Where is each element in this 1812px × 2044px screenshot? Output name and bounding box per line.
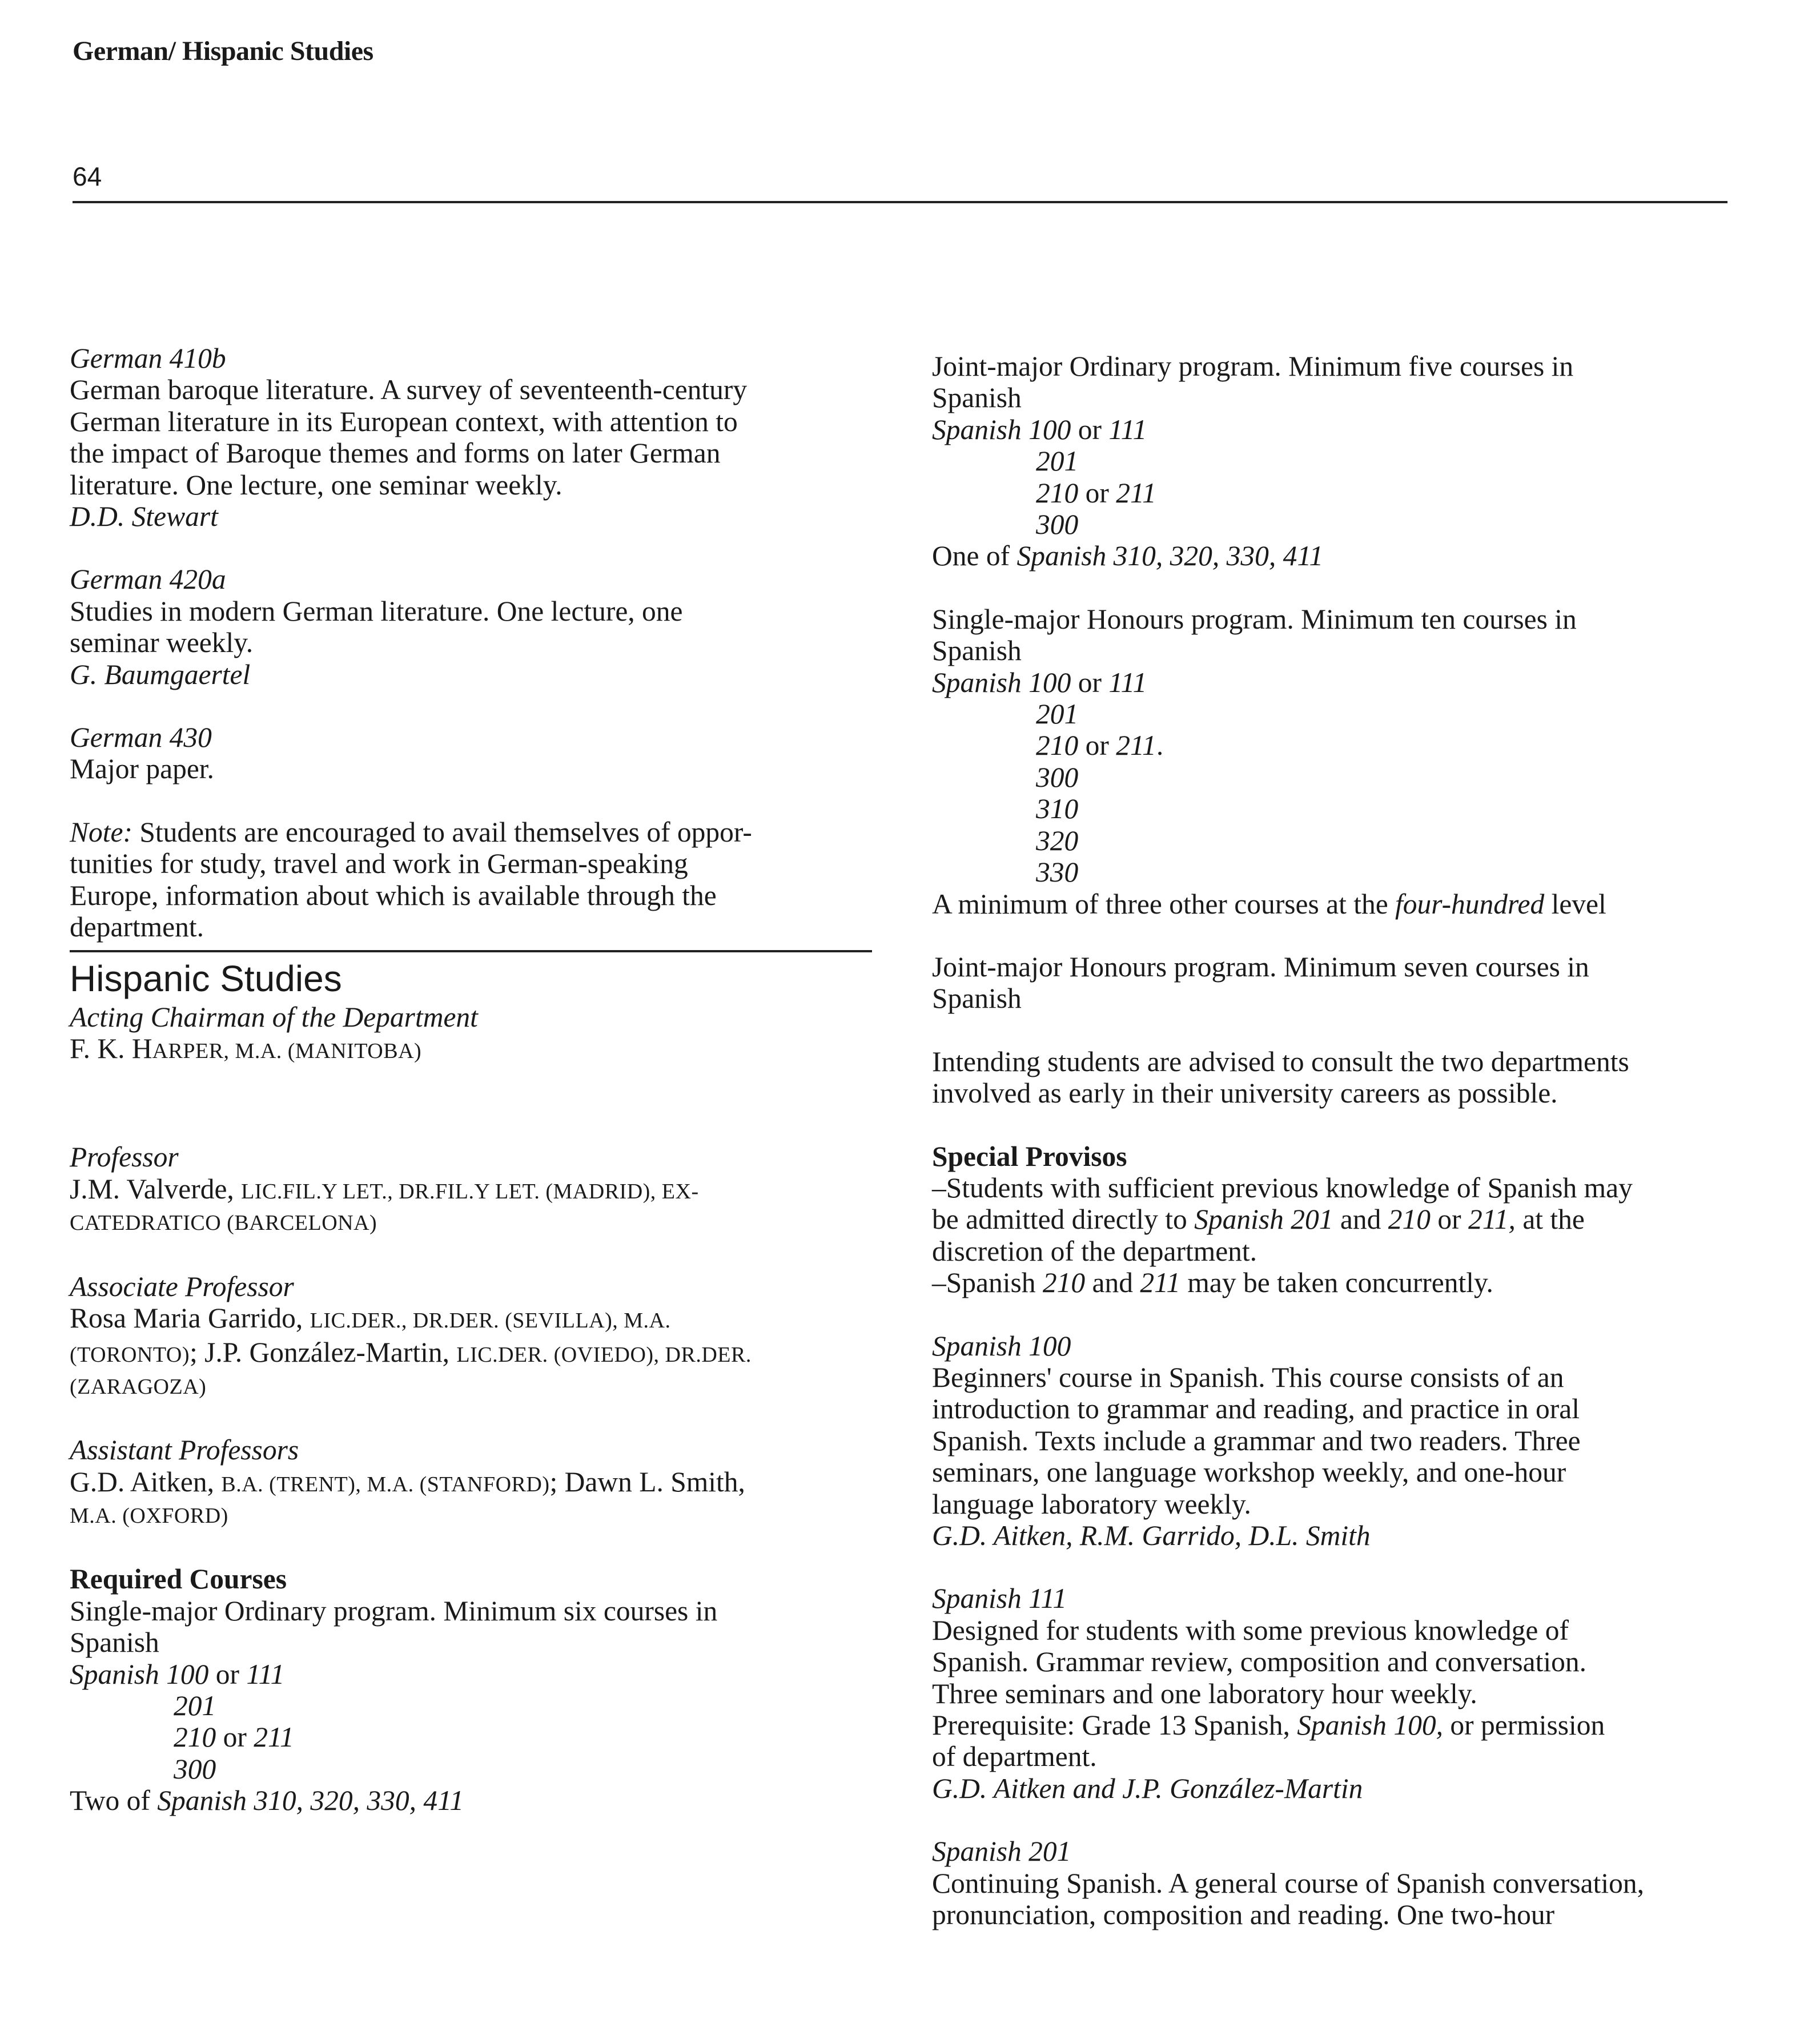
connector: and	[1085, 1267, 1140, 1299]
course-ref: Spanish 100	[70, 1658, 209, 1690]
course-ref: 210	[1036, 477, 1079, 509]
course-title: German 430	[70, 722, 212, 754]
connector: or	[1071, 413, 1109, 445]
course-req: 310	[1036, 793, 1079, 825]
page-number: 64	[73, 162, 102, 191]
professor	[70, 1141, 881, 1239]
course-ref: 210	[174, 1721, 216, 1753]
connector: A minimum of three other courses at the	[932, 888, 1396, 920]
faculty-name	[70, 1173, 881, 1208]
course-req	[932, 730, 1771, 761]
role-title: Professor	[70, 1141, 179, 1173]
faculty-name	[70, 1302, 881, 1337]
note-text: Students are encouraged to avail themselves of oppor-	[132, 816, 752, 848]
course-ref: Spanish 100	[932, 666, 1071, 698]
connector: or permission	[1443, 1709, 1605, 1741]
joint-major-honours	[932, 951, 1771, 1015]
section-title: Hispanic Studies	[70, 957, 342, 999]
course-title: Spanish 100	[932, 1330, 1071, 1362]
program-line: Joint-major Ordinary program. Minimum five courses in	[932, 351, 1574, 382]
name-text: Rosa Maria Garrido,	[70, 1302, 310, 1334]
course-german-430	[70, 722, 881, 785]
course-line: pronunciation, composition and reading. One two-hour	[932, 1899, 1555, 1931]
connector: or	[1078, 477, 1116, 509]
connector: or	[208, 1658, 247, 1690]
connector: Two of	[70, 1785, 158, 1817]
course-line: language laboratory weekly.	[932, 1488, 1251, 1520]
course-req: 201	[174, 1690, 216, 1721]
name-text: F. K. H	[70, 1032, 152, 1064]
course-ref: 211,	[1468, 1204, 1516, 1236]
connector: or	[1431, 1204, 1468, 1236]
joint-major-ordinary	[932, 351, 1771, 572]
course-ref: 111	[1108, 666, 1147, 698]
course-req	[70, 1721, 881, 1753]
section-heading: Required Courses	[70, 1563, 287, 1595]
course-line: Three seminars and one laboratory hour weekly.	[932, 1677, 1477, 1709]
course-line: Continuing Spanish. A general course of Spanish conversation,	[932, 1867, 1644, 1899]
course-ref: 111	[246, 1658, 285, 1690]
faculty-name	[70, 1466, 881, 1500]
proviso-line	[932, 1267, 1771, 1298]
course-line: introduction to grammar and reading, and practice in oral	[932, 1393, 1580, 1425]
assistant-professors	[70, 1434, 881, 1532]
program-line: Spanish	[932, 635, 1022, 667]
course-ref: 211	[1140, 1267, 1180, 1299]
connector: may be taken concurrently.	[1180, 1267, 1493, 1299]
note-line: department.	[70, 911, 204, 943]
course-spanish-201	[932, 1836, 1771, 1930]
course-line: seminars, one language workshop weekly, and one-hour	[932, 1456, 1566, 1488]
course-instructor: G.D. Aitken and J.P. González-Martin	[932, 1772, 1363, 1804]
course-german-410b	[70, 343, 881, 532]
running-head: German/ Hispanic Studies	[73, 36, 373, 66]
intending-students	[932, 1046, 1771, 1109]
section-heading: Special Provisos	[932, 1140, 1127, 1172]
program-line: Spanish	[932, 382, 1022, 414]
course-spanish-111	[932, 1583, 1771, 1804]
course-line: Spanish. Grammar review, composition and conversation.	[932, 1646, 1587, 1678]
course-spanish-100	[932, 1330, 1771, 1552]
course-ref: 211	[254, 1721, 294, 1753]
proviso-line: –Students with sufficient previous knowledge of Spanish may	[932, 1172, 1633, 1204]
credentials: ARPER, M.A. (MANITOBA)	[152, 1039, 422, 1063]
course-req: 300	[174, 1753, 216, 1785]
credentials: B.A. (TRENT), M.A. (STANFORD)	[221, 1472, 550, 1496]
proviso-line	[932, 1204, 1771, 1235]
credentials: LIC.DER., DR.DER. (SEVILLA), M.A.	[310, 1308, 671, 1333]
course-ref: 111	[1108, 413, 1147, 445]
name-text: ; Dawn L. Smith,	[549, 1466, 745, 1498]
course-req: 320	[1036, 824, 1079, 856]
course-instructor: G.D. Aitken, R.M. Garrido, D.L. Smith	[932, 1520, 1371, 1551]
program-line: Spanish	[932, 983, 1022, 1015]
connector: level	[1544, 888, 1606, 920]
connector: or	[1071, 666, 1109, 698]
connector: or	[216, 1721, 254, 1753]
course-req	[932, 667, 1771, 698]
course-instructor: G. Baumgaertel	[70, 658, 251, 690]
course-line: German baroque literature. A survey of seventeenth-century	[70, 374, 748, 406]
connector: be admitted directly to	[932, 1204, 1195, 1236]
note-line	[70, 816, 881, 848]
paragraph-line: involved as early in their university careers as possible.	[932, 1077, 1558, 1109]
connector: and	[1333, 1204, 1388, 1236]
course-ref: Spanish 201	[1194, 1204, 1333, 1236]
right-column	[932, 351, 1771, 1930]
note-label: Note:	[70, 816, 132, 848]
program-line: Joint-major Honours program. Minimum seven courses in	[932, 951, 1589, 983]
chair	[70, 1001, 881, 1068]
course-line: Spanish. Texts include a grammar and two readers. Three	[932, 1425, 1581, 1456]
connector: at the	[1515, 1204, 1585, 1236]
course-req	[932, 888, 1771, 920]
course-instructor: D.D. Stewart	[70, 501, 218, 533]
program-line: Single-major Honours program. Minimum ten courses in	[932, 603, 1577, 635]
course-req: 300	[1036, 761, 1079, 793]
course-ref: Spanish 310, 320, 330, 411	[1017, 540, 1324, 572]
course-req	[932, 540, 1771, 572]
connector: –Spanish	[932, 1267, 1043, 1299]
course-line: seminar weekly.	[70, 627, 254, 659]
course-line	[932, 1709, 1771, 1741]
course-req: 201	[1036, 445, 1079, 477]
course-line: German literature in its European context, with attention to	[70, 405, 738, 437]
course-title: German 420a	[70, 564, 226, 596]
credentials: LIC.FIL.Y LET., DR.FIL.Y LET. (MADRID), EX-	[241, 1179, 699, 1204]
course-line: Beginners' course in Spanish. This course consists of an	[932, 1361, 1564, 1393]
single-major-honours	[932, 603, 1771, 920]
paragraph-line: Intending students are advised to consult the two departments	[932, 1045, 1629, 1077]
section-rule	[70, 950, 872, 952]
course-title: Spanish 201	[932, 1836, 1071, 1868]
credentials: M.A. (OXFORD)	[70, 1503, 228, 1528]
note-line: Europe, information about which is available through the	[70, 879, 717, 911]
role-title: Assistant Professors	[70, 1434, 299, 1466]
name-text: J.M. Valverde,	[70, 1173, 242, 1205]
course-ref: 210	[1036, 730, 1079, 762]
course-line: of department.	[932, 1741, 1097, 1773]
course-req: 300	[1036, 509, 1079, 541]
course-line: Studies in modern German literature. One lecture, one	[70, 595, 683, 627]
course-ref: 210	[1042, 1267, 1086, 1299]
faculty-name	[70, 1337, 881, 1371]
course-title: German 410b	[70, 343, 226, 374]
faculty-name	[70, 1033, 881, 1067]
role-title: Associate Professor	[70, 1270, 294, 1302]
credentials: CATEDRATICO (BARCELONA)	[70, 1211, 377, 1236]
program-line: Single-major Ordinary program. Minimum six courses in	[70, 1595, 718, 1627]
course-ref: Spanish 100,	[1297, 1709, 1444, 1741]
role-title: Acting Chairman of the Department	[70, 1001, 478, 1033]
course-req	[70, 1659, 881, 1690]
credentials: LIC.DER. (OVIEDO), DR.DER.	[456, 1343, 752, 1367]
course-ref: Spanish 100	[932, 413, 1071, 445]
course-req: 330	[1036, 856, 1079, 888]
course-line: literature. One lecture, one seminar weekly.	[70, 469, 563, 501]
name-text: G.D. Aitken,	[70, 1466, 222, 1498]
note-line: tunities for study, travel and work in German-speaking	[70, 848, 688, 880]
program-line: Spanish	[70, 1627, 159, 1659]
credentials: (ZARAGOZA)	[70, 1374, 207, 1399]
connector: One of	[932, 540, 1017, 572]
course-title: Spanish 111	[932, 1583, 1067, 1615]
connector: or	[1078, 730, 1116, 762]
course-req	[932, 477, 1771, 509]
left-column	[70, 343, 881, 1817]
associate-professor	[70, 1271, 881, 1403]
note	[70, 816, 881, 943]
course-ref: 211	[1116, 730, 1156, 762]
course-req	[932, 414, 1771, 445]
course-ref: four-hundred	[1395, 888, 1545, 920]
header-rule	[73, 201, 1727, 203]
credentials: (TORONTO)	[70, 1343, 190, 1367]
connector: Prerequisite: Grade 13 Spanish,	[932, 1709, 1297, 1741]
proviso-line: discretion of the department.	[932, 1235, 1257, 1267]
name-text: ; J.P. González-Martin,	[189, 1337, 457, 1369]
course-ref: 210	[1388, 1204, 1431, 1236]
course-ref: Spanish 310, 320, 330, 411	[157, 1785, 464, 1817]
course-ref: 211	[1116, 477, 1156, 509]
course-req	[70, 1785, 881, 1816]
course-line: the impact of Baroque themes and forms on later German	[70, 437, 721, 469]
special-provisos	[932, 1141, 1771, 1299]
connector: .	[1156, 730, 1164, 762]
course-german-420a	[70, 564, 881, 690]
course-line: Designed for students with some previous knowledge of	[932, 1614, 1569, 1646]
required-courses	[70, 1563, 881, 1816]
course-line: Major paper.	[70, 753, 214, 785]
course-req: 201	[1036, 698, 1079, 730]
